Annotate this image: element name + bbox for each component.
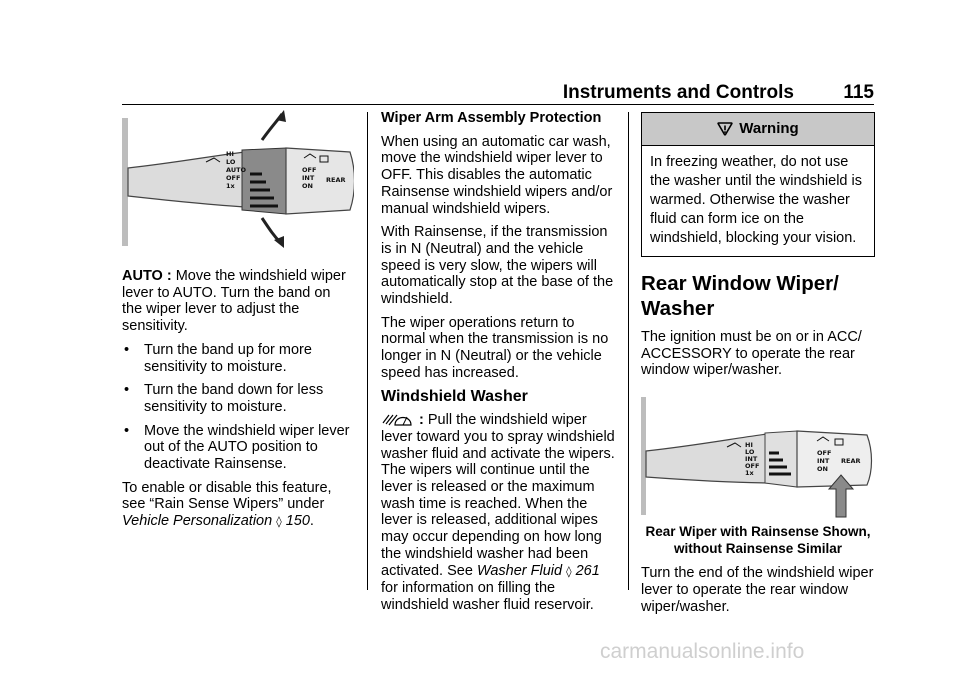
section-title: Instruments and Controls — [562, 82, 794, 103]
page-ref-number: 150 — [281, 513, 310, 530]
vehicle-personalization-link[interactable]: Vehicle Personalization — [122, 513, 273, 530]
list-item: • Turn the band up for more sensitivity to moisture. — [124, 341, 312, 375]
lever-1x-label: 1x — [745, 469, 754, 478]
column-1 — [122, 110, 354, 538]
page-number: 115 — [843, 82, 874, 103]
lever-hi-label: HI — [745, 441, 753, 450]
lever-lo-label: LO — [745, 448, 755, 457]
wiper-arm-paragraph-1: When using an automatic car wash, move the windshield wiper lever to OFF. This disables the automatic Rainsense windshield wipers and/or manual windshield wipers. — [381, 133, 613, 217]
windshield-washer-heading: Windshield Washer — [381, 387, 528, 405]
wiper-arm-heading: Wiper Arm Assembly Protection — [381, 110, 602, 126]
washer-icon — [381, 411, 413, 427]
lever-rear-off-label: OFF — [817, 449, 832, 458]
lever-lo-label: LO — [226, 158, 236, 166]
lever-rear-on-label: ON — [817, 465, 828, 474]
auto-paragraph — [122, 268, 354, 335]
wiper-lever-auto-illustration — [122, 110, 354, 250]
page-ref-number: 261 — [571, 562, 600, 579]
bullet-marker: • — [124, 422, 130, 439]
rear-wiper-lever-illustration — [641, 397, 875, 519]
warning-title: Warning — [739, 119, 799, 137]
wiper-arm-paragraph-3: The wiper operations return to normal when the transmission is no longer in N (Neutral) or the vehicle speed has increased. — [381, 314, 609, 381]
watermark: carmanualsonline.info — [600, 640, 805, 663]
lever-1x-label: 1x — [226, 182, 235, 190]
header-rule — [122, 104, 874, 105]
column-3 — [641, 110, 875, 622]
auto-label: AUTO : — [122, 268, 172, 284]
washer-fluid-link[interactable]: Washer Fluid — [476, 562, 563, 579]
lever-int-label: INT — [745, 455, 758, 464]
warning-box — [641, 112, 875, 257]
steering-column-edge — [122, 118, 128, 246]
lever-rear-label: REAR — [841, 457, 861, 466]
rear-wiper-paragraph-2: Turn the end of the windshield wiper lever to operate the rear window wiper/washer. — [641, 565, 874, 615]
rear-wiper-paragraph-1: The ignition must be on or in ACC/ ACCESSORY to operate the rear window wiper/washer. — [641, 329, 862, 379]
page-header — [122, 82, 874, 106]
lever-rear-off-label: OFF — [302, 166, 317, 174]
lever-hi-label: HI — [226, 150, 234, 158]
lever-rear-int-label: INT — [817, 457, 830, 466]
lever-rear-label: REAR — [326, 176, 346, 184]
page-ref-symbol: ◊ — [276, 515, 282, 529]
column-divider — [367, 112, 368, 590]
warning-triangle-icon — [717, 121, 733, 137]
warning-header — [642, 113, 874, 146]
figure-caption: Rear Wiper with Rainsense Shown, without Rainsense Similar — [645, 524, 871, 557]
column-2 — [381, 110, 617, 621]
bullet-marker: • — [124, 382, 130, 399]
list-item: • Move the windshield wiper lever out of the AUTO position to deactivate Rainsense. — [124, 422, 350, 473]
page-ref-symbol: ◊ — [566, 564, 572, 578]
auto-text: Move the windshield wiper lever to AUTO. Turn the band on the wiper lever to adjust the sensitivity. — [122, 268, 346, 335]
arrow-down-shaft — [262, 218, 280, 242]
wiper-arm-paragraph-2: With Rainsense, if the transmission is in N (Neutral) and the vehicle speed is very slow, the wipers will automatically stop at the base of the windshield. — [381, 224, 614, 308]
washer-paragraph: : Pull the windshield wiper lever toward you to spray windshield washer fluid and activate the wipers. The wipers will continue until the lever is released or the maximum wash time is reached. When the lever is released, additional wipes may occur depending on how long the windshield washer had been activated. See Washer Fluid ◊ 261 for information on filling the windshield washer fluid reservoir. — [381, 412, 615, 613]
warning-text: In freezing weather, do not use the washer until the windshield is warmed. Otherwise the washer fluid can form ice on the windshield, blocking your vision. — [650, 154, 862, 246]
list-item: • Turn the band down for less sensitivity to moisture. — [124, 382, 324, 415]
steering-column-edge — [641, 397, 646, 515]
column-divider — [628, 112, 629, 590]
lever-off-label: OFF — [226, 174, 241, 182]
rear-wiper-heading: Rear Window Wiper/ Washer — [641, 272, 839, 320]
lever-rear-int-label: INT — [302, 174, 315, 182]
enable-paragraph: To enable or disable this feature, see “Rain Sense Wipers” under Vehicle Personalization ◊ 150. — [122, 479, 332, 530]
lever-rear-on-label: ON — [302, 182, 313, 190]
lever-auto-label: AUTO — [226, 166, 247, 174]
bullet-marker: • — [124, 341, 130, 358]
arrow-up-icon — [276, 110, 286, 122]
lever-off-label: OFF — [745, 462, 760, 471]
